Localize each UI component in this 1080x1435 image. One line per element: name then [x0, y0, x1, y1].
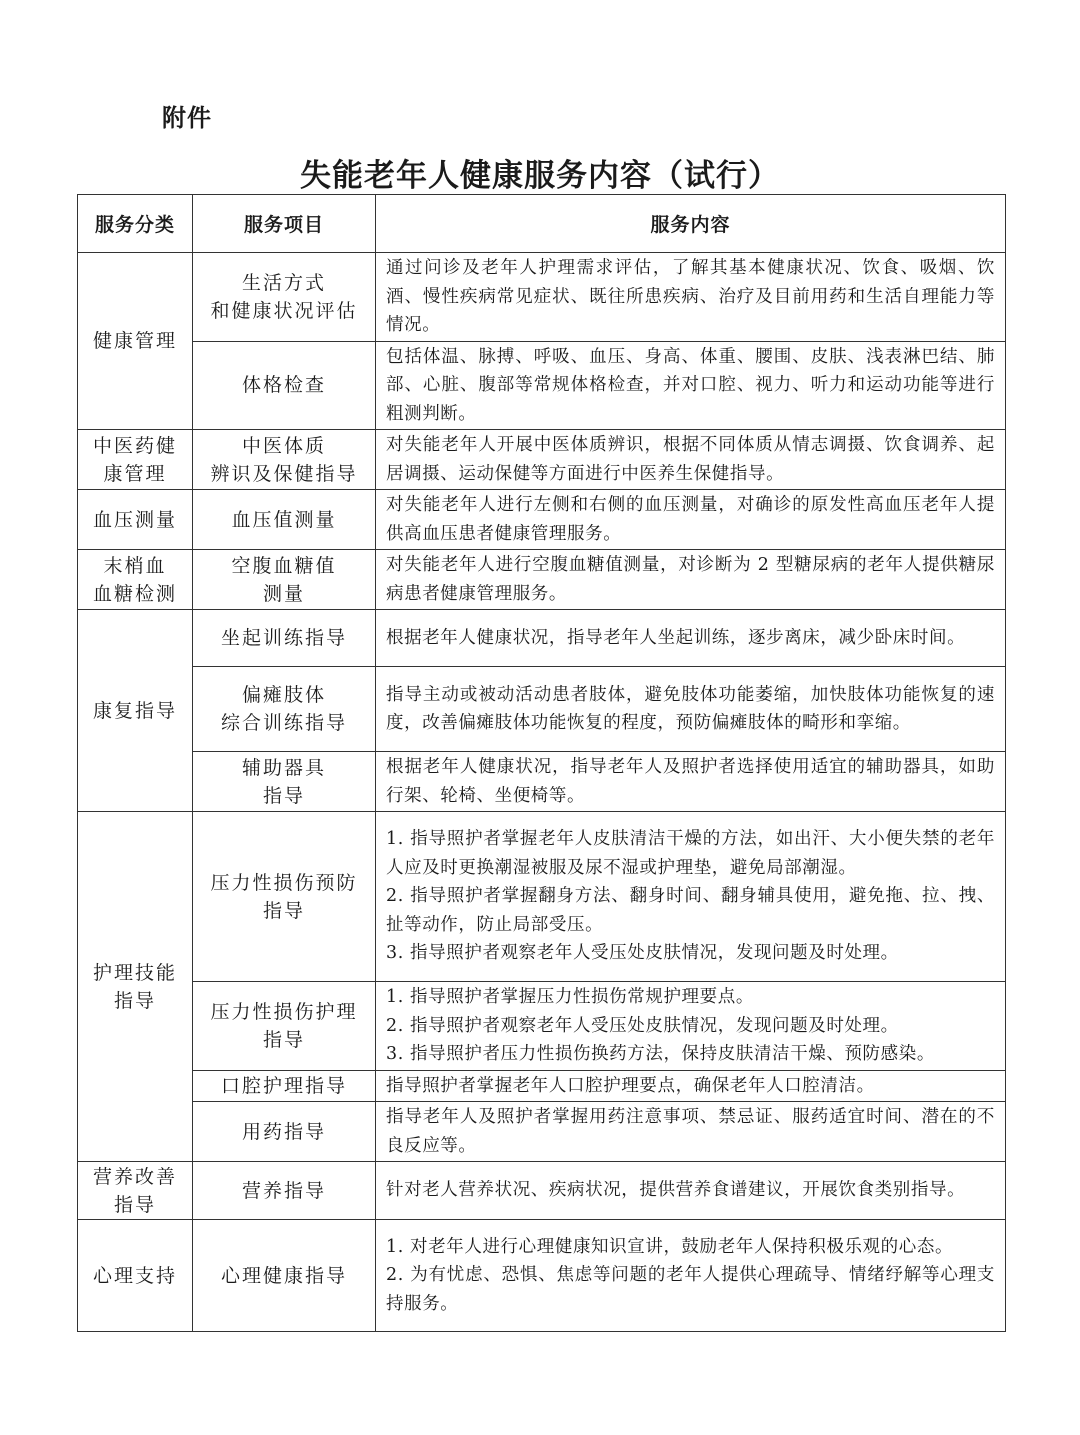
- category-cell: 护理技能 指导: [78, 812, 193, 1162]
- content-line: 2. 为有忧虑、恐惧、焦虑等问题的老年人提供心理疏导、情绪纾解等心理支持服务。: [386, 1265, 995, 1314]
- item-cell: 生活方式 和健康状况评估: [193, 253, 376, 342]
- table-row: [78, 1220, 1006, 1332]
- content-line: 包括体温、脉搏、呼吸、血压、身高、体重、腰围、皮肤、浅表淋巴结、肺部、心脏、腹部等常规体格检查，并对口腔、视力、听力和运动功能等进行粗测判断。: [386, 346, 995, 424]
- content-line: 2. 指导照护者观察老年人受压处皮肤情况，发现问题及时处理。: [386, 1015, 899, 1036]
- category-cell: 康复指导: [78, 610, 193, 812]
- content-cell: [376, 1102, 1006, 1162]
- content-line: 对失能老年人进行空腹血糖值测量，对诊断为 2 型糖尿病的老年人提供糖尿病患者健康管理服务。: [386, 555, 995, 604]
- category-cell: 血压测量: [78, 490, 193, 550]
- item-cell: 坐起训练指导: [193, 610, 376, 667]
- content-line: 根据老年人健康状况，指导老年人及照护者选择使用适宜的辅助器具，如助行架、轮椅、坐便椅等。: [386, 757, 995, 806]
- header-item: 服务项目: [193, 195, 376, 253]
- content-cell: [376, 550, 1006, 610]
- content-line: 指导老年人及照护者掌握用药注意事项、禁忌证、服药适宜时间、潜在的不良反应等。: [386, 1107, 995, 1156]
- table-row: [78, 430, 1006, 490]
- content-cell: [376, 667, 1006, 752]
- attachment-label: 附件: [162, 104, 212, 132]
- content-cell: [376, 341, 1006, 430]
- table-row: [78, 490, 1006, 550]
- header-category: 服务分类: [78, 195, 193, 253]
- table-row: [78, 610, 1006, 667]
- item-cell: 口腔护理指导: [193, 1070, 376, 1102]
- category-cell: 心理支持: [78, 1220, 193, 1332]
- item-cell: 中医体质 辨识及保健指导: [193, 430, 376, 490]
- item-cell: 营养指导: [193, 1162, 376, 1220]
- category-cell: 健康管理: [78, 253, 193, 430]
- table-row: [78, 1070, 1006, 1102]
- content-line: 对失能老年人进行左侧和右侧的血压测量，对确诊的原发性高血压老年人提供高血压患者健康管理服务。: [386, 495, 995, 544]
- table-row: [78, 1102, 1006, 1162]
- content-line: 对失能老年人开展中医体质辨识，根据不同体质从情志调摄、饮食调养、起居调摄、运动保健等方面进行中医养生保健指导。: [386, 435, 995, 484]
- content-line: 根据老年人健康状况，指导老年人坐起训练，逐步离床，减少卧床时间。: [386, 627, 966, 648]
- document-title: 失能老年人健康服务内容（试行）: [300, 158, 780, 194]
- content-line: 指导照护者掌握老年人口腔护理要点，确保老年人口腔清洁。: [386, 1075, 875, 1096]
- content-line: 3. 指导照护者观察老年人受压处皮肤情况，发现问题及时处理。: [386, 943, 899, 964]
- content-cell: [376, 490, 1006, 550]
- content-line: 针对老人营养状况、疾病状况，提供营养食谱建议，开展饮食类别指导。: [386, 1180, 966, 1201]
- category-cell: 营养改善 指导: [78, 1162, 193, 1220]
- service-table: [77, 194, 1006, 1332]
- item-cell: 压力性损伤预防 指导: [193, 812, 376, 982]
- item-cell: 偏瘫肢体 综合训练指导: [193, 667, 376, 752]
- content-line: 3. 指导照护者压力性损伤换药方法，保持皮肤清洁干燥、预防感染。: [386, 1044, 935, 1064]
- content-cell: [376, 1220, 1006, 1332]
- table-header-row: [78, 195, 1006, 253]
- table-row: [78, 1162, 1006, 1220]
- category-cell: 末梢血 血糖检测: [78, 550, 193, 610]
- header-content: 服务内容: [376, 195, 1006, 253]
- table-row: [78, 982, 1006, 1071]
- content-line: 指导主动或被动活动患者肢体，避免肢体功能萎缩，加快肢体功能恢复的速度，改善偏瘫肢体功能恢复的程度，预防偏瘫肢体的畸形和挛缩。: [386, 684, 995, 733]
- content-cell: [376, 253, 1006, 342]
- table-row: [78, 550, 1006, 610]
- content-cell: [376, 1162, 1006, 1220]
- content-line: 通过问诊及老年人护理需求评估，了解其基本健康状况、饮食、吸烟、饮酒、慢性疾病常见症状、既往所患疾病、治疗及目前用药和生活自理能力等情况。: [386, 258, 995, 335]
- item-cell: 空腹血糖值 测量: [193, 550, 376, 610]
- content-cell: [376, 982, 1006, 1071]
- item-cell: 血压值测量: [193, 490, 376, 550]
- content-line: 1. 指导照护者掌握老年人皮肤清洁干燥的方法，如出汗、大小便失禁的老年人应及时更换潮湿被服及尿不湿或护理垫，避免局部潮湿。: [386, 829, 995, 878]
- item-cell: 体格检查: [193, 341, 376, 430]
- content-cell: [376, 430, 1006, 490]
- content-cell: [376, 1070, 1006, 1102]
- item-cell: 辅助器具 指导: [193, 752, 376, 812]
- content-line: 2. 指导照护者掌握翻身方法、翻身时间、翻身辅具使用，避免拖、拉、拽、扯等动作，防止局部受压。: [386, 886, 995, 935]
- content-line: 1. 指导照护者掌握压力性损伤常规护理要点。: [386, 987, 754, 1007]
- item-cell: 用药指导: [193, 1102, 376, 1162]
- content-line: 1. 对老年人进行心理健康知识宣讲，鼓励老年人保持积极乐观的心态。: [386, 1236, 954, 1257]
- table-row: [78, 341, 1006, 430]
- category-cell: 中医药健 康管理: [78, 430, 193, 490]
- table-row: [78, 812, 1006, 982]
- table-row: [78, 752, 1006, 812]
- table-row: [78, 253, 1006, 342]
- table-row: [78, 667, 1006, 752]
- item-cell: 压力性损伤护理 指导: [193, 982, 376, 1071]
- content-cell: [376, 812, 1006, 982]
- content-cell: [376, 752, 1006, 812]
- content-cell: [376, 610, 1006, 667]
- item-cell: 心理健康指导: [193, 1220, 376, 1332]
